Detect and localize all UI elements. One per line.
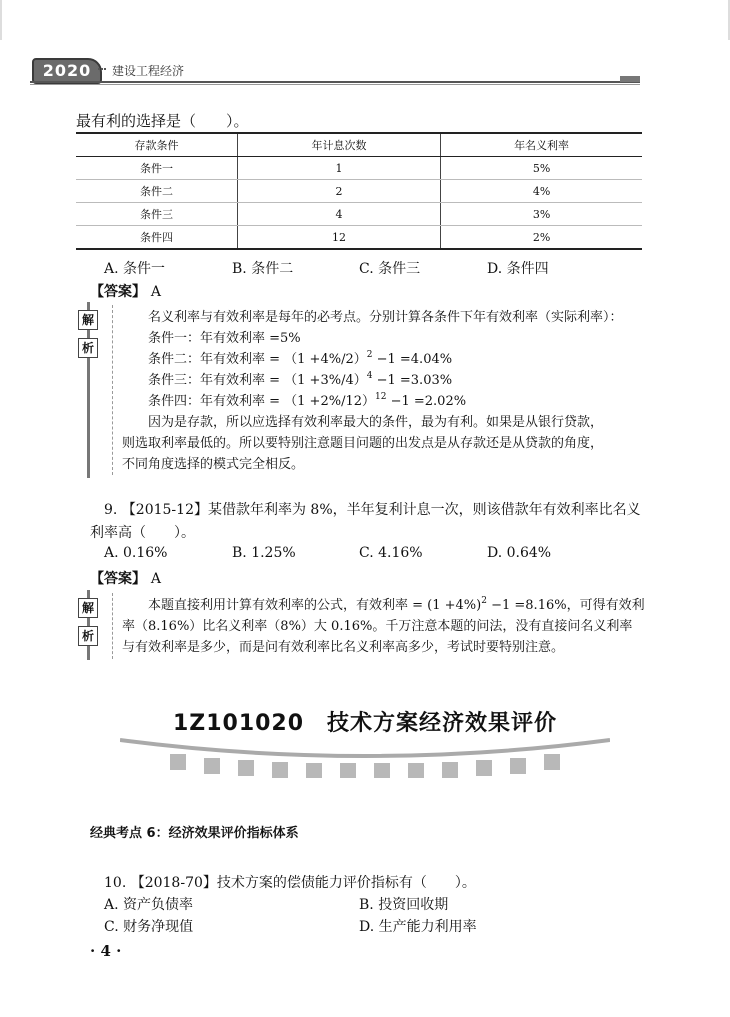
table-cell: 4%	[441, 180, 642, 203]
table-header: 年名义利率	[441, 133, 642, 157]
q9-analysis-l3: 与有效利率是多少，而是问有效利率比名义利率高多少，考试时要特别注意。	[122, 640, 565, 655]
q8-analysis-c4: 条件四：年有效利率 = $(1 +2\%/12)^{12} -1 =2.02\%$	[148, 392, 467, 409]
q8-analysis-line1: 名义利率与有效利率是每年的必考点。分别计算各条件下年有效利率（实际利率）：	[148, 310, 623, 325]
table-cell: 12	[237, 226, 440, 250]
table-cell: 4	[237, 203, 440, 226]
table-cell: 条件三	[76, 203, 237, 226]
q9-stem-line1: 9. 【2015-12】某借款年利率为 8%，半年复利计息一次，则该借款年有效利率比名义	[104, 502, 641, 518]
q9-option-a: A. 0.16%	[104, 545, 168, 561]
q9-stem-line2: 利率高（ ）。	[90, 525, 195, 541]
q8-analysis-p2: 则选取利率最低的。所以要特别注意题目问题的出发点是从存款还是从贷款的角度，	[122, 436, 604, 451]
interest-table	[76, 132, 642, 250]
q9-answer	[90, 568, 161, 588]
q9-option-b: B. 1.25%	[232, 545, 296, 561]
q8-analysis-c1: 条件一：年有效利率 =5%	[148, 331, 301, 346]
table-cell: 3%	[441, 203, 642, 226]
q10-option-d: D. 生产能力利用率	[359, 919, 477, 935]
answer-label: 【答案】	[90, 284, 146, 300]
table-cell: 2%	[441, 226, 642, 250]
table-cell: 5%	[441, 157, 642, 180]
table-cell: 条件二	[76, 180, 237, 203]
header-rule	[30, 81, 640, 83]
topic-title: 经典考点 6：经济效果评价指标体系	[90, 826, 299, 841]
q8-option-a: A. 条件一	[104, 261, 166, 277]
q8-intro: 最有利的选择是（ ）。	[76, 112, 249, 130]
analysis-icon-top: 解	[78, 598, 98, 618]
header-rule-thin	[30, 84, 640, 85]
page-number: · 4 ·	[90, 942, 122, 960]
crop-mark-left	[0, 0, 2, 40]
table-cell: 条件四	[76, 226, 237, 250]
q8-option-b: B. 条件二	[232, 261, 294, 277]
q10-option-b: B. 投资回收期	[359, 897, 449, 913]
header-tab	[620, 76, 640, 82]
analysis-divider	[112, 593, 119, 659]
q8-analysis-c3: 条件三：年有效利率 = $(1 +3\%/4)^4 -1 =3.03\%$	[148, 371, 453, 388]
q9-analysis-l1: 本题直接利用计算有效利率的公式，有效利率 = $(1 +4\%)^2 -1 =8.16\%$，可得有效利	[148, 596, 645, 613]
q9-analysis-l2: 率（8.16%）比名义利率（8%）大 0.16%。千万注意本题的问法，没有直接问名义利率	[122, 619, 633, 634]
q8-analysis-p3: 不同角度选择的模式完全相反。	[122, 457, 305, 472]
table-cell: 1	[237, 157, 440, 180]
book-title: 建设工程经济	[112, 64, 185, 78]
table-cell: 条件一	[76, 157, 237, 180]
q8-analysis-c2: 条件二：年有效利率 = $(1 +4\%/2)^2 -1 =4.04\%$	[148, 350, 453, 367]
q10-option-a: A. 资产负债率	[104, 897, 194, 913]
table-header: 年计息次数	[237, 133, 440, 157]
table-row	[76, 203, 642, 226]
answer-value: A	[150, 571, 161, 587]
table-row	[76, 180, 642, 203]
year-badge: 2020	[32, 58, 102, 84]
table-row	[76, 226, 642, 250]
table-header: 存款条件	[76, 133, 237, 157]
answer-label: 【答案】	[90, 571, 146, 587]
q10-option-c: C. 财务净现值	[104, 919, 194, 935]
bunting-decoration	[120, 738, 610, 778]
table-cell: 2	[237, 180, 440, 203]
answer-value: A	[150, 284, 161, 300]
q8-option-c: C. 条件三	[359, 261, 421, 277]
analysis-divider	[112, 305, 119, 475]
q10-stem: 10. 【2018-70】技术方案的偿债能力评价指标有（ ）。	[104, 875, 476, 891]
analysis-icon-bottom: 析	[78, 626, 98, 646]
section-title: 1Z101020 技术方案经济效果评价	[172, 711, 558, 736]
q8-analysis-p1: 因为是存款，所以应选择有效利率最大的条件，最为有利。如果是从银行贷款，	[148, 415, 604, 430]
badge-dots	[98, 68, 106, 78]
analysis-icon-top: 解	[78, 310, 98, 330]
analysis-icon-bottom: 析	[78, 338, 98, 358]
table-header-row	[76, 133, 642, 157]
q8-answer	[90, 281, 161, 301]
table-row	[76, 157, 642, 180]
q9-option-c: C. 4.16%	[359, 545, 423, 561]
q9-option-d: D. 0.64%	[487, 545, 552, 561]
q8-option-d: D. 条件四	[487, 261, 549, 277]
